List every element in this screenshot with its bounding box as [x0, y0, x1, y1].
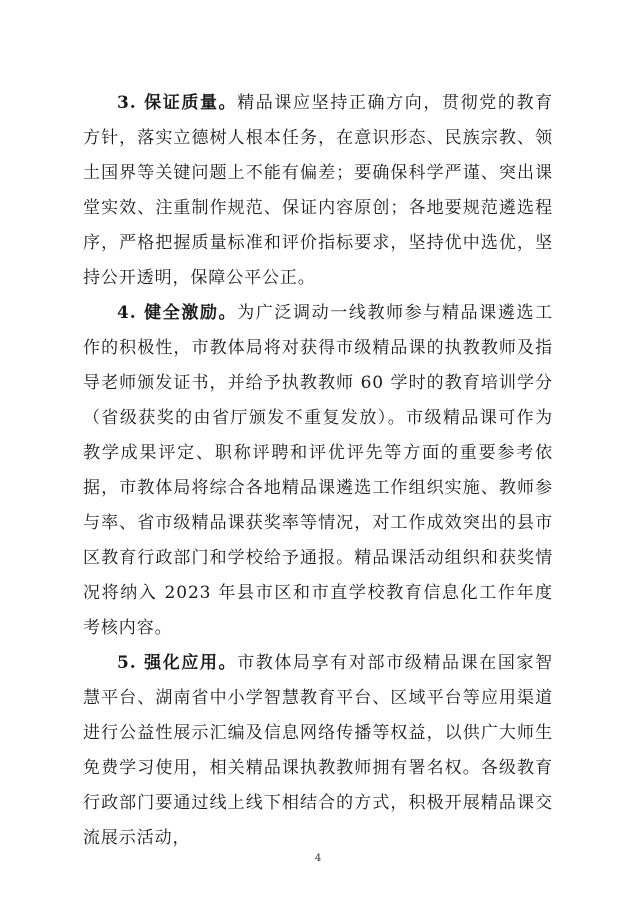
paragraph-heading: 3. 保证质量。: [117, 93, 238, 113]
paragraph-application: [83, 646, 553, 856]
paragraph-text: 为广泛调动一线教师参与精品课遴选工作的积极性，市教体局将对获得市级精品课的执教教师及指导老师颁发证书，并给予执教教师 60 学时的教育培训学分（省级获奖的由省厅颁发不重复发放）。市级精品课可作为教学成果评定、职称评聘和评优评先等方面的重要参考依据，市教体局将综合各地精品课遴选工作组织实施、教师参与率、省市级精品课获奖率等情况，对工作成效突出的县市区教育行政部门和学校给予通报。精品课活动组织和获奖情况将纳入 2023 年县市区和市直学校教育信息化工作年度考核内容。: [83, 303, 553, 638]
paragraph-text: 市教体局享有对部市级精品课在国家智慧平台、湖南省中小学智慧教育平台、区域平台等应用渠道进行公益性展示汇编及信息网络传播等权益，以供广大师生免费学习使用，相关精品课执教教师拥有署名权。各级教育行政部门要通过线上线下相结合的方式，积极开展精品课交流展示活动，: [83, 653, 553, 848]
document-body: [83, 86, 553, 856]
paragraph-incentive: [83, 296, 553, 646]
paragraph-heading: 4. 健全激励。: [117, 303, 238, 323]
page-number: 4: [314, 853, 322, 864]
paragraph-quality: [83, 86, 553, 296]
paragraph-text: 精品课应坚持正确方向，贯彻党的教育方针，落实立德树人根本任务，在意识形态、民族宗教、领土国界等关键问题上不能有偏差；要确保科学严谨、突出课堂实效、注重制作规范、保证内容原创；各地要规范遴选程序，严格把握质量标准和评价指标要求，坚持优中选优，坚持公开透明，保障公平公正。: [83, 93, 553, 288]
paragraph-heading: 5. 强化应用。: [117, 653, 238, 673]
